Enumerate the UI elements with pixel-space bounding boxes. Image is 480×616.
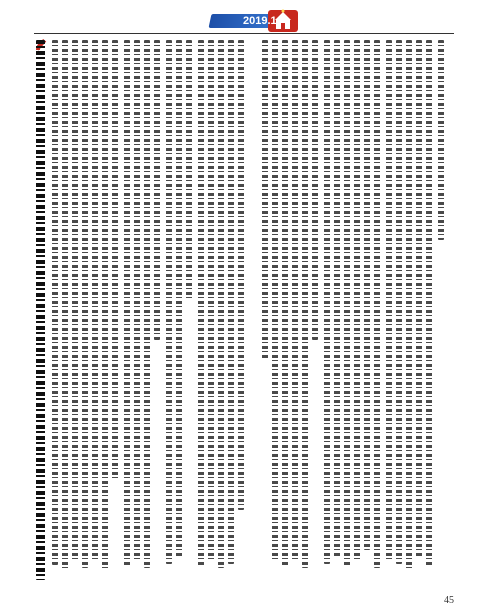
text-column — [52, 40, 58, 565]
text-column — [62, 40, 68, 570]
text-column — [134, 40, 140, 560]
page-number: 45 — [444, 595, 454, 606]
text-column — [198, 40, 204, 566]
text-column — [228, 40, 234, 564]
text-column — [406, 40, 412, 570]
text-column — [386, 40, 392, 560]
text-column — [334, 40, 340, 558]
text-column — [364, 40, 370, 550]
text-column — [144, 40, 150, 568]
issue-label: 2019.1 — [243, 15, 277, 27]
text-column — [312, 40, 318, 340]
text-column — [302, 40, 308, 568]
text-column — [72, 40, 78, 560]
mongolian-text-columns — [34, 40, 454, 585]
text-column — [176, 40, 182, 558]
text-column — [272, 40, 278, 562]
text-column — [154, 40, 160, 340]
text-column — [102, 40, 108, 570]
text-column — [92, 40, 98, 562]
text-column — [344, 40, 350, 566]
text-column — [166, 40, 172, 564]
text-column — [396, 40, 402, 564]
text-column — [324, 40, 330, 564]
text-column — [426, 40, 432, 566]
text-column — [438, 40, 444, 240]
text-column — [292, 40, 298, 560]
text-column — [218, 40, 224, 568]
text-column — [238, 40, 244, 510]
text-column — [112, 40, 118, 480]
text-column — [124, 40, 130, 566]
text-column — [354, 40, 360, 562]
text-column — [186, 40, 192, 300]
text-column — [282, 40, 288, 566]
text-column — [374, 40, 380, 568]
text-column — [82, 40, 88, 568]
header-rule — [34, 33, 454, 34]
title-column — [36, 40, 45, 580]
text-column — [208, 40, 214, 560]
text-column — [416, 40, 422, 558]
text-column — [262, 40, 268, 360]
